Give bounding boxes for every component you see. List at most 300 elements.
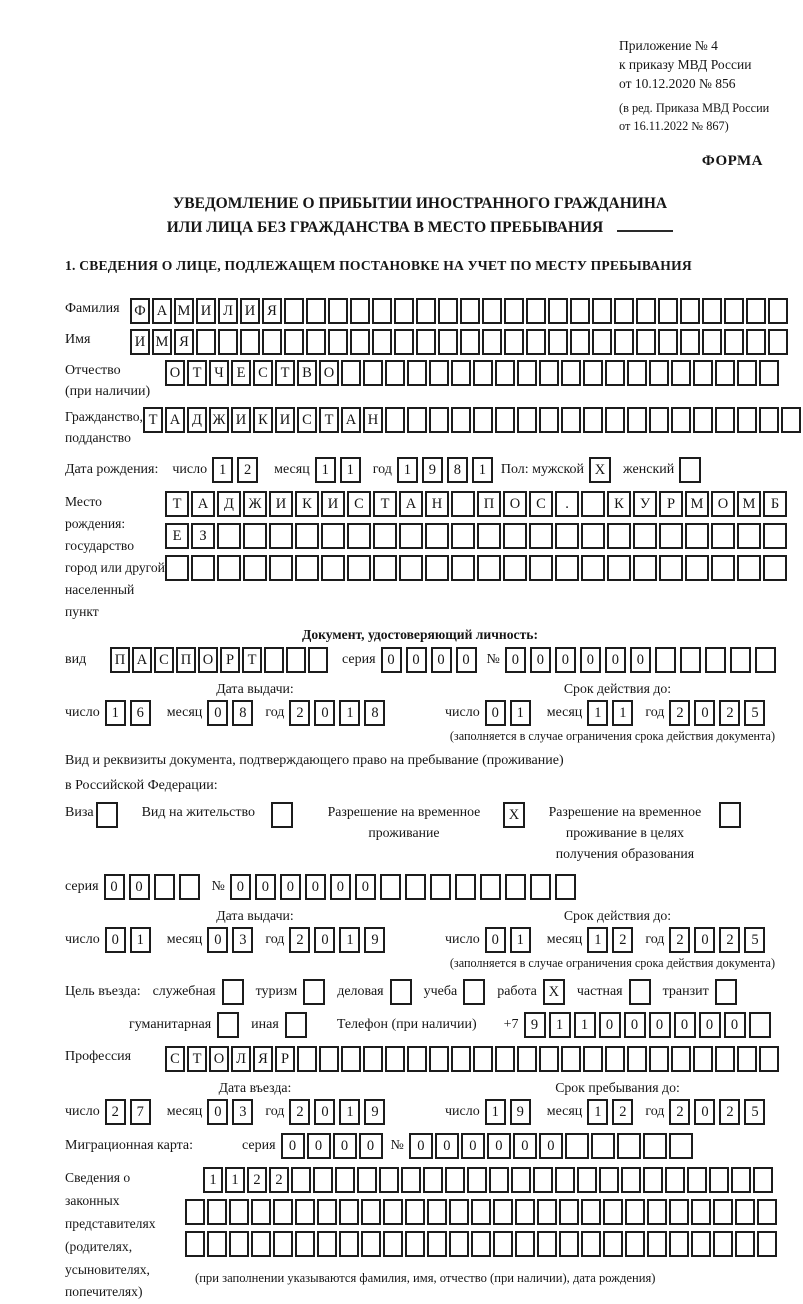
char-box — [627, 360, 647, 386]
char-box — [273, 1231, 293, 1257]
char-box: Д — [217, 491, 241, 517]
char-box — [737, 1046, 757, 1072]
char-box — [691, 1199, 711, 1225]
char-box — [407, 360, 427, 386]
char-box: Р — [659, 491, 683, 517]
char-box: 9 — [524, 1012, 546, 1038]
char-box: 0 — [207, 1099, 228, 1125]
patronymic-label-line2: (при наличии) — [65, 384, 151, 400]
char-box: Т — [319, 407, 339, 433]
char-box: Т — [187, 1046, 207, 1072]
representatives-boxes-row3 — [185, 1231, 779, 1257]
representatives-boxes-row1 — [203, 1167, 779, 1193]
char-box — [685, 523, 709, 549]
purpose-option-label: работа — [497, 984, 537, 1000]
residence-options-row — [65, 802, 775, 864]
char-box: 0 — [255, 874, 276, 900]
day-label: число — [445, 705, 480, 721]
residence-valid-date — [445, 927, 769, 953]
birthplace-box-rows — [165, 491, 789, 587]
temp-residence-option-label: Разрешение на временное проживание — [327, 804, 481, 840]
stay-month-boxes — [587, 1099, 637, 1125]
char-box: В — [297, 360, 317, 386]
char-box: З — [191, 523, 215, 549]
char-box — [451, 360, 471, 386]
char-box — [629, 979, 651, 1005]
year-label: год — [265, 932, 285, 948]
char-box: 0 — [207, 927, 228, 953]
char-box: 2 — [237, 457, 258, 483]
sex-male-checkbox — [589, 457, 611, 483]
char-box: 1 — [130, 927, 151, 953]
char-box — [463, 979, 485, 1005]
char-box — [711, 555, 735, 581]
char-box — [669, 1199, 689, 1225]
char-box — [96, 802, 118, 828]
representatives-label — [65, 1167, 185, 1304]
char-box: И — [269, 491, 293, 517]
entry-dates-row — [65, 1099, 775, 1125]
char-box: Я — [174, 329, 194, 355]
char-box — [680, 647, 701, 673]
char-box — [503, 523, 527, 549]
purpose-row2 — [117, 1012, 775, 1038]
identity-valid-year-boxes — [669, 700, 769, 726]
char-box — [581, 523, 605, 549]
purpose-option-label: деловая — [337, 984, 384, 1000]
char-box — [295, 523, 319, 549]
char-box — [680, 329, 700, 355]
identity-valid-heading: Срок действия до: — [563, 681, 672, 697]
char-box — [495, 407, 515, 433]
char-box — [429, 1046, 449, 1072]
purpose-option-label: транзит — [662, 984, 709, 1000]
char-box: 0 — [230, 874, 251, 900]
identity-doc-row — [65, 647, 775, 673]
char-box — [633, 523, 657, 549]
char-box: О — [165, 360, 185, 386]
char-box — [229, 1199, 249, 1225]
residence-doc-line1: Вид и реквизиты документа, подтверждающего право на пребывание (проживание) — [65, 753, 564, 769]
entry-date — [65, 1099, 445, 1125]
char-box — [196, 329, 216, 355]
char-box: Ф — [130, 298, 150, 324]
char-box: 0 — [580, 647, 601, 673]
char-box — [467, 1167, 487, 1193]
char-box — [473, 407, 493, 433]
char-box — [705, 647, 726, 673]
char-box — [570, 329, 590, 355]
char-box — [702, 329, 722, 355]
char-box: 0 — [330, 874, 351, 900]
representatives-label-line: представителях — [65, 1216, 156, 1231]
char-box — [555, 874, 576, 900]
char-box — [655, 647, 676, 673]
char-box — [451, 407, 471, 433]
profession-row — [65, 1046, 775, 1072]
birthplace-label — [65, 491, 165, 623]
char-box — [385, 407, 405, 433]
char-box: А — [165, 407, 185, 433]
char-box — [768, 329, 788, 355]
char-box — [539, 1046, 559, 1072]
char-box: П — [110, 647, 130, 673]
purpose-option-label: иная — [251, 1017, 279, 1033]
forma-label: ФОРМА — [701, 153, 763, 170]
char-box: 0 — [694, 700, 715, 726]
form-title-line2: ИЛИ ЛИЦА БЕЗ ГРАЖДАНСТВА В МЕСТО ПРЕБЫВАНИЯ — [65, 216, 775, 240]
birth-year-label: год — [372, 462, 392, 478]
char-box: Т — [275, 360, 295, 386]
form-title — [65, 192, 775, 240]
char-box: Е — [165, 523, 189, 549]
char-box — [659, 555, 683, 581]
char-box — [749, 1012, 771, 1038]
char-box: Б — [763, 491, 787, 517]
char-box — [555, 523, 579, 549]
char-box — [350, 329, 370, 355]
char-box — [429, 407, 449, 433]
char-box: 1 — [574, 1012, 596, 1038]
char-box — [643, 1133, 667, 1159]
identity-dates-note: (заполняется в случае ограничения срока действия документа) — [449, 729, 775, 744]
char-box — [427, 1199, 447, 1225]
month-label: месяц — [546, 1104, 583, 1120]
char-box: 9 — [364, 927, 385, 953]
appendix-note-line: от 16.11.2022 № 867) — [619, 118, 729, 133]
char-box — [583, 360, 603, 386]
char-box: 2 — [669, 1099, 690, 1125]
char-box — [559, 1231, 579, 1257]
char-box: 0 — [694, 1099, 715, 1125]
surname-row — [65, 298, 775, 324]
char-box: 0 — [456, 647, 477, 673]
char-box — [591, 1133, 615, 1159]
appendix-line: от 10.12.2020 № 856 — [619, 76, 736, 92]
char-box: 0 — [505, 647, 526, 673]
char-box: И — [240, 298, 260, 324]
char-box — [317, 1199, 337, 1225]
char-box — [605, 407, 625, 433]
char-box — [284, 329, 304, 355]
year-label: год — [645, 1104, 665, 1120]
char-box: 0 — [129, 874, 150, 900]
char-box: 0 — [207, 700, 228, 726]
char-box — [495, 1046, 515, 1072]
char-box: М — [685, 491, 709, 517]
char-box: И — [130, 329, 150, 355]
char-box — [321, 555, 345, 581]
char-box — [517, 1046, 537, 1072]
char-box — [607, 523, 631, 549]
char-box — [319, 1046, 339, 1072]
char-box — [658, 329, 678, 355]
char-box: 2 — [719, 927, 740, 953]
char-box: О — [209, 1046, 229, 1072]
char-box — [715, 1046, 735, 1072]
residence-series-row — [65, 874, 775, 900]
char-box — [460, 329, 480, 355]
char-box — [627, 1046, 647, 1072]
char-box — [243, 555, 267, 581]
char-box — [715, 407, 735, 433]
char-box: 2 — [719, 700, 740, 726]
identity-series-boxes — [381, 647, 481, 673]
residence-valid-day-boxes — [485, 927, 535, 953]
char-box: Н — [425, 491, 449, 517]
char-box — [328, 298, 348, 324]
char-box — [495, 360, 515, 386]
char-box: 0 — [314, 1099, 335, 1125]
char-box: 1 — [339, 700, 360, 726]
char-box: 0 — [359, 1133, 383, 1159]
char-box: 8 — [447, 457, 468, 483]
char-box: 1 — [612, 700, 633, 726]
char-box: 0 — [435, 1133, 459, 1159]
char-box — [339, 1231, 359, 1257]
char-box — [647, 1199, 667, 1225]
char-box — [217, 523, 241, 549]
month-label: месяц — [166, 705, 203, 721]
residence-doc-line2: в Российской Федерации: — [65, 778, 218, 794]
entry-year-boxes — [289, 1099, 389, 1125]
identity-issue-year-boxes — [289, 700, 389, 726]
birth-month-boxes — [315, 457, 365, 483]
char-box: И — [231, 407, 251, 433]
char-box: 0 — [104, 874, 125, 900]
char-box — [581, 1231, 601, 1257]
char-box — [511, 1167, 531, 1193]
day-label: число — [65, 932, 100, 948]
citizenship-label — [65, 407, 143, 448]
char-box: 1 — [587, 1099, 608, 1125]
citizenship-boxes — [143, 407, 803, 433]
char-box — [451, 1046, 471, 1072]
visa-option-label: Виза — [65, 805, 94, 821]
month-label: месяц — [546, 932, 583, 948]
char-box: 5 — [744, 927, 765, 953]
char-box — [493, 1231, 513, 1257]
char-box — [570, 298, 590, 324]
char-box — [737, 555, 761, 581]
char-box — [416, 329, 436, 355]
purpose-option-label: частная — [576, 984, 623, 1000]
char-box — [373, 523, 397, 549]
representatives-label-line: попечителях) — [65, 1284, 143, 1300]
char-box — [328, 329, 348, 355]
char-box: Т — [242, 647, 262, 673]
stay-day-boxes — [485, 1099, 535, 1125]
char-box: 2 — [289, 1099, 310, 1125]
migration-card-row — [65, 1133, 775, 1159]
char-box: О — [319, 360, 339, 386]
entry-day-boxes — [105, 1099, 155, 1125]
char-box — [425, 555, 449, 581]
char-box — [222, 979, 244, 1005]
form-title-line1: УВЕДОМЛЕНИЕ О ПРИБЫТИИ ИНОСТРАННОГО ГРАЖДАНИНА — [172, 195, 668, 213]
char-box: 0 — [605, 647, 626, 673]
char-box: 0 — [280, 874, 301, 900]
char-box — [394, 329, 414, 355]
char-box: Ж — [243, 491, 267, 517]
char-box — [251, 1231, 271, 1257]
char-box: 5 — [744, 1099, 765, 1125]
profession-label: Профессия — [65, 1049, 132, 1065]
char-box — [702, 298, 722, 324]
char-box: П — [477, 491, 501, 517]
char-box — [482, 298, 502, 324]
char-box — [217, 1012, 239, 1038]
char-box: 2 — [719, 1099, 740, 1125]
char-box — [724, 298, 744, 324]
char-box — [503, 555, 527, 581]
char-box: 0 — [281, 1133, 305, 1159]
char-box: 0 — [539, 1133, 563, 1159]
sex-female-label: женский — [623, 462, 675, 478]
sex-female-checkbox — [679, 457, 701, 483]
char-box — [273, 1199, 293, 1225]
char-box: 1 — [510, 700, 531, 726]
char-box — [526, 298, 546, 324]
char-box — [625, 1199, 645, 1225]
char-box: И — [275, 407, 295, 433]
char-box — [517, 407, 537, 433]
char-box — [207, 1231, 227, 1257]
char-box: 2 — [669, 927, 690, 953]
char-box — [361, 1231, 381, 1257]
char-box: 0 — [314, 927, 335, 953]
phone-boxes — [524, 1012, 774, 1038]
char-box — [473, 360, 493, 386]
stay-year-boxes — [669, 1099, 769, 1125]
purpose-label: Цель въезда: — [65, 984, 141, 1000]
char-box — [240, 329, 260, 355]
char-box — [297, 1046, 317, 1072]
identity-kind-label: вид — [65, 652, 87, 668]
char-box: С — [529, 491, 553, 517]
char-box — [724, 329, 744, 355]
char-box — [361, 1199, 381, 1225]
char-box: О — [711, 491, 735, 517]
birthplace-label-line: государство — [65, 538, 135, 554]
char-box — [493, 1199, 513, 1225]
identity-kind-boxes — [110, 647, 330, 673]
residence-issue-day-boxes — [105, 927, 155, 953]
appendix-reference — [619, 36, 775, 93]
char-box: 1 — [549, 1012, 571, 1038]
birthplace-boxes-row1 — [165, 491, 789, 517]
char-box: 0 — [649, 1012, 671, 1038]
char-box — [335, 1167, 355, 1193]
char-box — [565, 1133, 589, 1159]
entry-dates-headings — [65, 1080, 775, 1096]
char-box — [737, 407, 757, 433]
char-box: А — [191, 491, 215, 517]
char-box — [730, 647, 751, 673]
char-box — [713, 1231, 733, 1257]
char-box — [711, 523, 735, 549]
temp-residence-education-option-label: Разрешение на временное проживание в целях получения образования — [548, 804, 702, 861]
representatives-label-line: Сведения о — [65, 1170, 131, 1186]
char-box — [401, 1167, 421, 1193]
char-box — [643, 1167, 663, 1193]
char-box — [306, 329, 326, 355]
char-box — [347, 555, 371, 581]
char-box: 0 — [406, 647, 427, 673]
identity-issue-month-boxes — [207, 700, 257, 726]
birthplace-label-line: город или другой — [65, 560, 165, 576]
char-box — [658, 298, 678, 324]
char-box: М — [152, 329, 172, 355]
char-box — [363, 1046, 383, 1072]
char-box: Ж — [209, 407, 229, 433]
identity-valid-date — [445, 700, 769, 726]
char-box: X — [543, 979, 565, 1005]
char-box: М — [737, 491, 761, 517]
char-box — [577, 1167, 597, 1193]
char-box — [473, 1046, 493, 1072]
char-box: 0 — [431, 647, 452, 673]
char-box — [451, 555, 475, 581]
char-box: Т — [165, 491, 189, 517]
char-box: 1 — [225, 1167, 245, 1193]
char-box: 2 — [289, 927, 310, 953]
identity-valid-day-boxes — [485, 700, 535, 726]
month-label: месяц — [546, 705, 583, 721]
char-box — [407, 407, 427, 433]
char-box: 0 — [333, 1133, 357, 1159]
char-box — [471, 1231, 491, 1257]
char-box: 0 — [624, 1012, 646, 1038]
char-box — [759, 1046, 779, 1072]
char-box: Р — [275, 1046, 295, 1072]
char-box — [614, 298, 634, 324]
char-box: А — [341, 407, 361, 433]
appendix-line: к приказу МВД России — [619, 57, 752, 73]
char-box — [555, 1167, 575, 1193]
char-box: Т — [187, 360, 207, 386]
residence-valid-month-boxes — [587, 927, 637, 953]
identity-number-label: № — [486, 652, 500, 668]
char-box — [636, 298, 656, 324]
char-box — [243, 523, 267, 549]
char-box — [581, 1199, 601, 1225]
char-box: 7 — [130, 1099, 151, 1125]
char-box — [363, 360, 383, 386]
profession-boxes — [165, 1046, 781, 1072]
char-box — [530, 874, 551, 900]
char-box — [477, 523, 501, 549]
char-box: . — [555, 491, 579, 517]
char-box: Я — [253, 1046, 273, 1072]
char-box — [405, 874, 426, 900]
char-box — [539, 407, 559, 433]
section1-heading: 1. СВЕДЕНИЯ О ЛИЦЕ, ПОДЛЕЖАЩЕМ ПОСТАНОВКЕ НА УЧЕТ ПО МЕСТУ ПРЕБЫВАНИЯ — [65, 258, 692, 274]
char-box: 0 — [105, 927, 126, 953]
char-box — [715, 360, 735, 386]
char-box — [251, 1199, 271, 1225]
char-box — [687, 1167, 707, 1193]
identity-valid-month-boxes — [587, 700, 637, 726]
identity-dates-headings — [65, 681, 775, 697]
residence-valid-year-boxes — [669, 927, 769, 953]
char-box: 1 — [397, 457, 418, 483]
char-box — [529, 523, 553, 549]
day-label: число — [445, 932, 480, 948]
char-box — [757, 1199, 777, 1225]
char-box — [537, 1231, 557, 1257]
char-box: 0 — [555, 647, 576, 673]
